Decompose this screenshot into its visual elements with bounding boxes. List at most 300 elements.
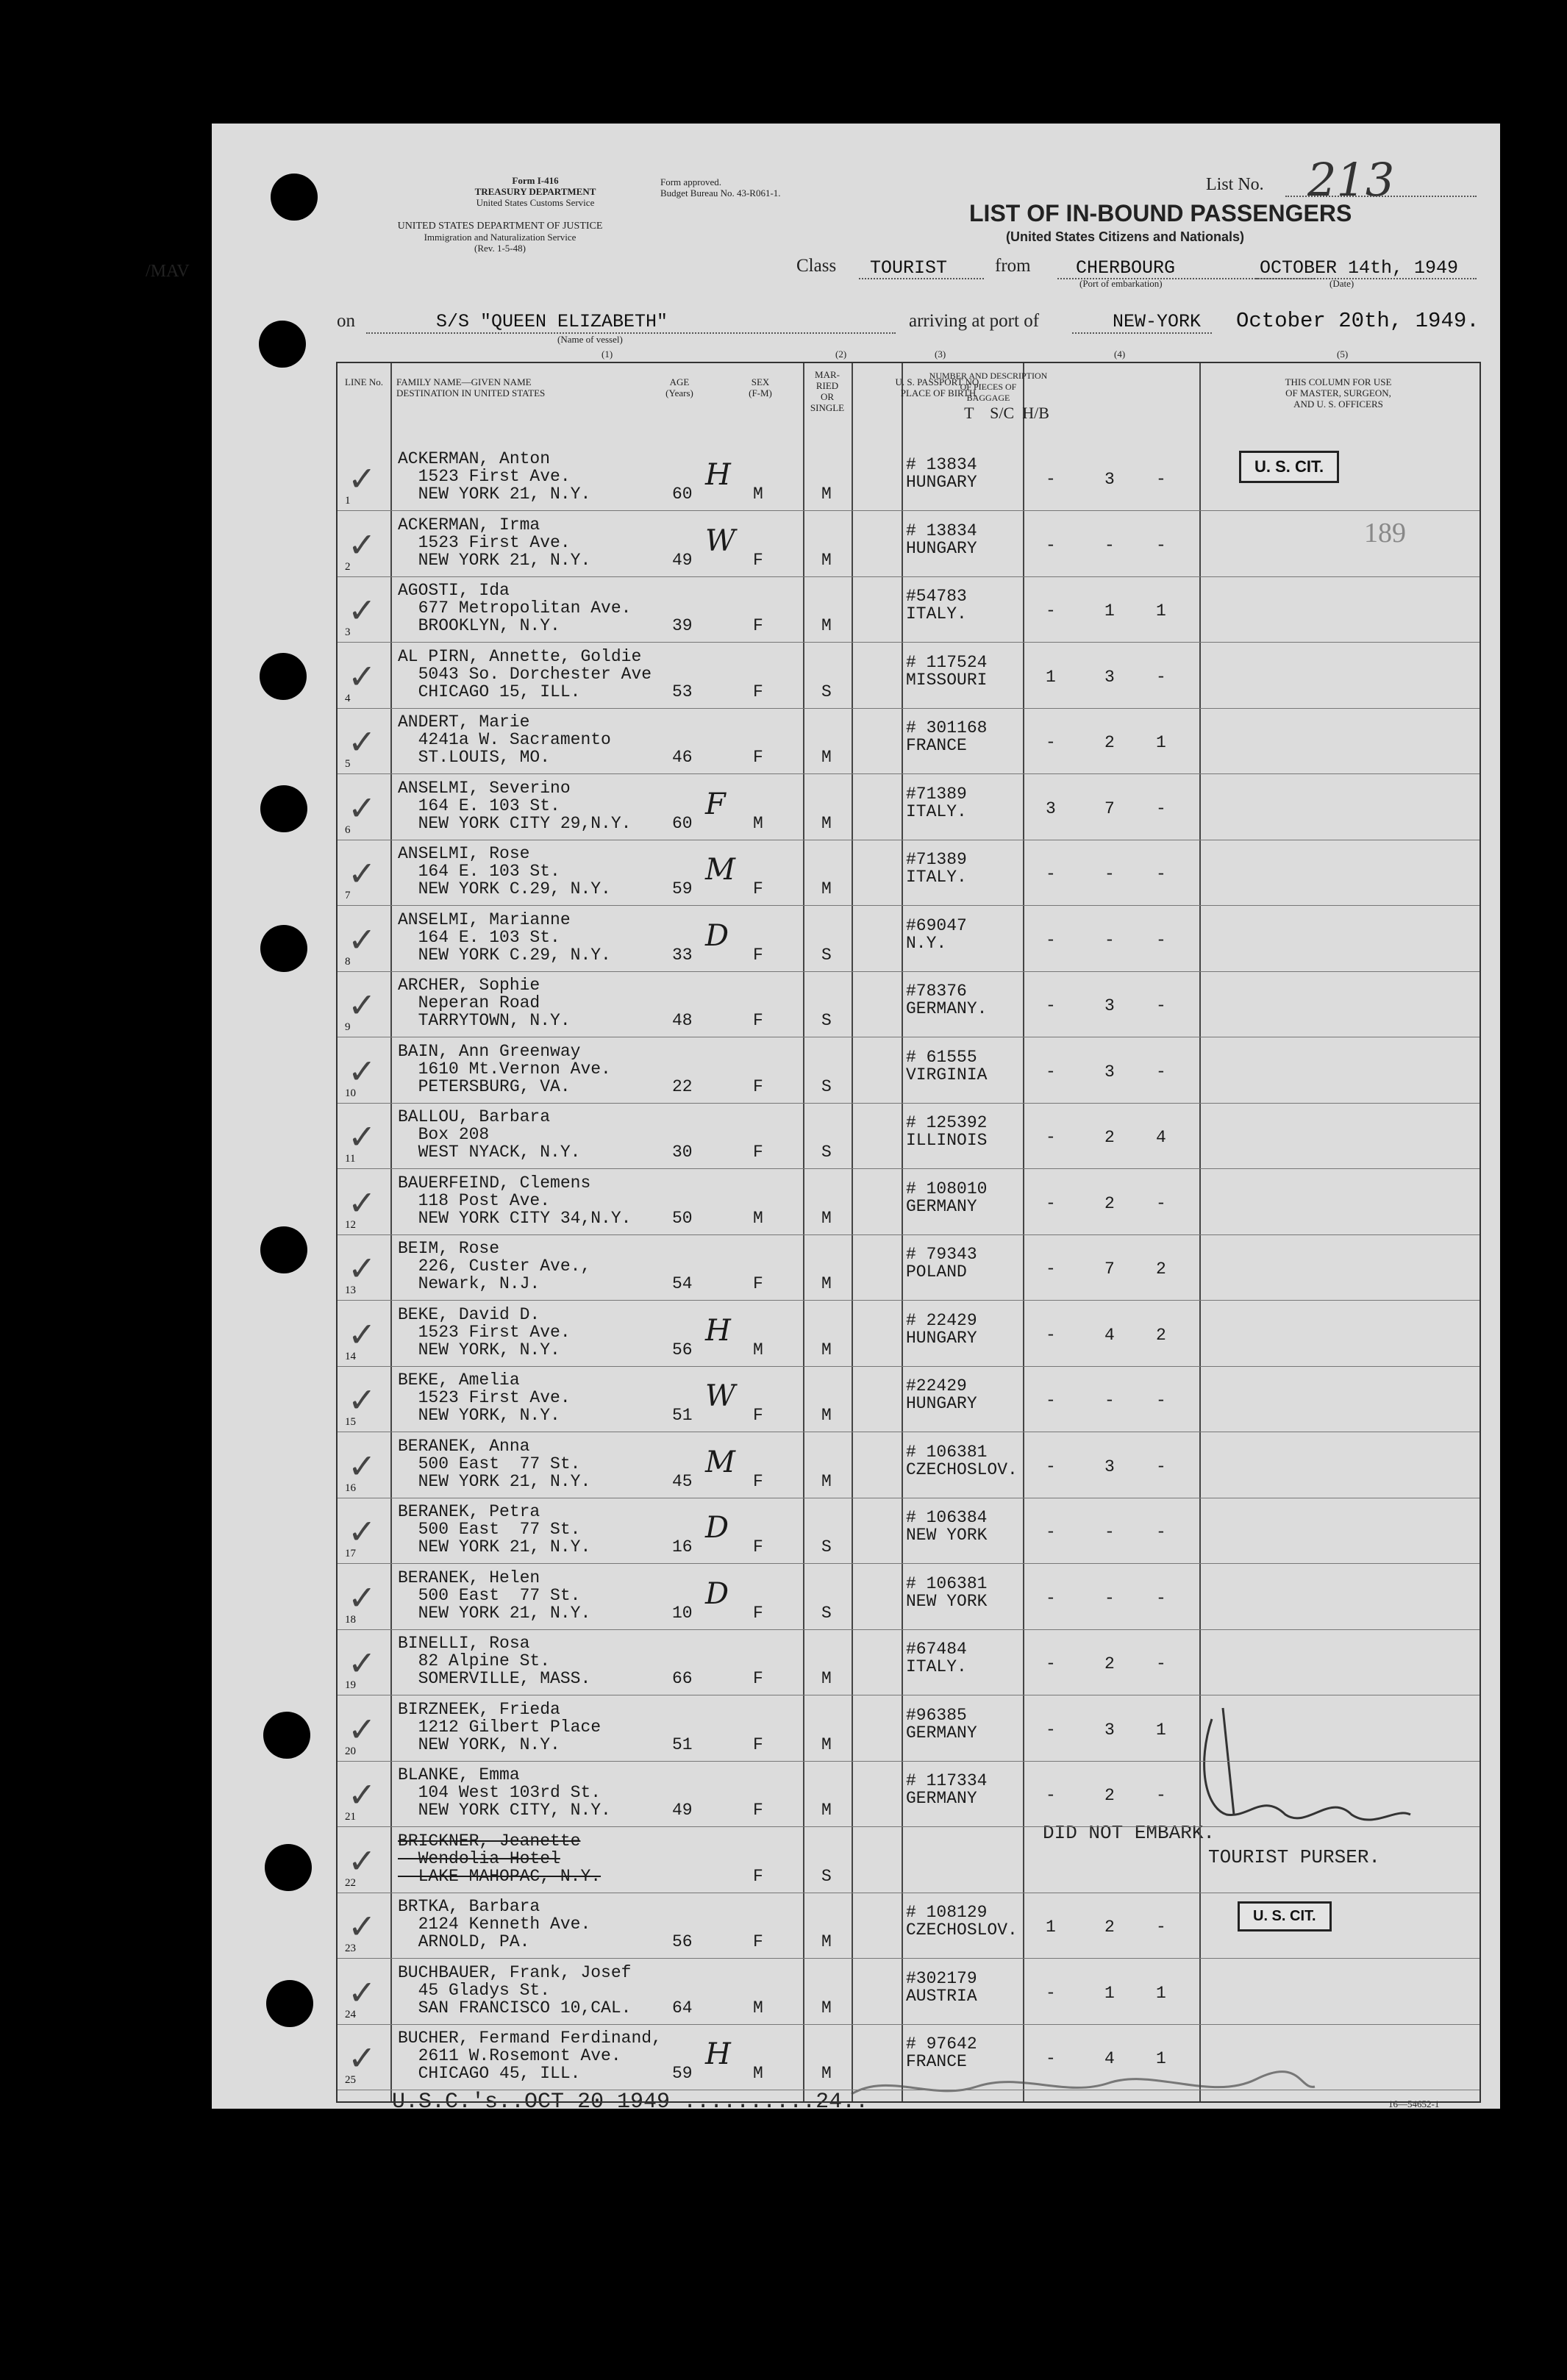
table-row <box>338 1300 1479 1367</box>
check-mark-icon: ✓ <box>348 1248 376 1288</box>
passenger-age: 48 <box>672 1011 693 1030</box>
check-mark-icon: ✓ <box>348 656 376 696</box>
passenger-age: 60 <box>672 813 693 833</box>
col-married: MAR- RIED OR SINGLE <box>810 369 845 413</box>
passenger-name-address: ARCHER, Sophie Neperan Road TARRYTOWN, N.Y. <box>398 976 571 1030</box>
check-mark-icon: ✓ <box>348 590 376 630</box>
passport-birthplace: # 301168 FRANCE <box>906 718 988 755</box>
table-row <box>338 905 1479 972</box>
table-row <box>338 510 1479 577</box>
passenger-sex: F <box>753 550 763 570</box>
did-not-embark-note: DID NOT EMBARK. <box>1043 1822 1216 1844</box>
line-number: 16 <box>345 1482 356 1494</box>
baggage-trunks: - <box>1046 1786 1056 1805</box>
list-no-value: 213 <box>1307 153 1395 207</box>
marital-status: M <box>821 1998 832 2018</box>
col-baggage-sub: T S/C H/B <box>964 404 1049 422</box>
baggage-trunks: - <box>1046 996 1056 1015</box>
passenger-name-address: ACKERMAN, Anton 1523 First Ave. NEW YORK 21, N.Y. <box>398 449 591 504</box>
baggage-trunks: 3 <box>1046 798 1056 818</box>
baggage-suitcases: - <box>1104 1588 1115 1608</box>
passenger-name-address: BERANEK, Helen 500 East 77 St. NEW YORK 21, N.Y. <box>398 1568 591 1623</box>
baggage-suitcases: 3 <box>1104 1457 1115 1476</box>
line-number: 19 <box>345 1679 356 1691</box>
baggage-suitcases: - <box>1104 535 1115 555</box>
table-row <box>338 1168 1479 1235</box>
passenger-name-address: BRTKA, Barbara 2124 Kenneth Ave. ARNOLD, PA. <box>398 1897 591 1951</box>
marital-status: M <box>821 1734 832 1754</box>
document-page <box>146 124 1500 2115</box>
passenger-sex: F <box>753 682 763 701</box>
table-row <box>338 1892 1479 1959</box>
passenger-name-address: BUCHER, Fermand Ferdinand, 2611 W.Rosemont Ave. CHICAGO 45, ILL. <box>398 2029 662 2083</box>
passenger-sex: F <box>753 1932 763 1951</box>
passenger-sex: F <box>753 1011 763 1030</box>
line-number: 22 <box>345 1876 356 1889</box>
stamp-number: 189 <box>1364 518 1406 548</box>
baggage-handbags: - <box>1156 1457 1166 1476</box>
handwritten-mark: W <box>705 1379 736 1413</box>
passport-birthplace: # 108010 GERMANY <box>906 1179 988 1216</box>
col-num-2: (2) <box>835 349 847 360</box>
table-row <box>338 1629 1479 1695</box>
col-name: FAMILY NAME—GIVEN NAME DESTINATION IN UNITED STATES <box>396 376 546 399</box>
check-mark-icon: ✓ <box>348 854 376 893</box>
passenger-name-address: BERANEK, Anna 500 East 77 St. NEW YORK 21, N.Y. <box>398 1436 591 1491</box>
form-id: Form I-416 <box>512 175 559 186</box>
passenger-table <box>336 362 1481 2103</box>
baggage-suitcases: - <box>1104 1523 1115 1542</box>
baggage-suitcases: 1 <box>1104 1983 1115 2003</box>
baggage-handbags: - <box>1156 470 1166 489</box>
line-number: 12 <box>345 1218 356 1231</box>
punch-hole <box>265 1844 312 1891</box>
baggage-trunks: - <box>1046 1457 1056 1476</box>
marital-status: M <box>821 748 832 767</box>
passenger-age: 56 <box>672 1340 693 1359</box>
table-row <box>338 971 1479 1037</box>
table-row <box>338 1695 1479 1762</box>
vessel-name: S/S "QUEEN ELIZABETH" <box>436 311 668 332</box>
treasury-dept: TREASURY DEPARTMENT <box>474 186 596 197</box>
passport-birthplace: #302179 AUSTRIA <box>906 1968 977 2006</box>
baggage-trunks: - <box>1046 1259 1056 1279</box>
passport-birthplace: #54783 ITALY. <box>906 587 967 623</box>
passenger-name-address: BRICKNER, Jeanette Wendolia Hotel LAKE MAHOPAC, N.Y. <box>398 1831 602 1886</box>
passenger-sex: F <box>753 1076 763 1096</box>
check-mark-icon: ✓ <box>348 1972 376 2012</box>
line-number: 25 <box>345 2074 356 2086</box>
table-row <box>338 1037 1479 1104</box>
baggage-handbags: - <box>1156 996 1166 1015</box>
punch-hole <box>260 925 307 972</box>
marital-status: M <box>821 1471 832 1491</box>
passenger-age: 60 <box>672 485 693 504</box>
handwritten-mark: H <box>705 2037 731 2071</box>
us-citizen-stamp: U. S. CIT. <box>1239 451 1339 483</box>
marital-status: M <box>821 1340 832 1359</box>
marital-status: S <box>821 1866 832 1886</box>
arriving-label: arriving at port of <box>909 311 1040 331</box>
marital-status: M <box>821 1669 832 1688</box>
footer-text: U.S.C.'s..OCT 20 1949 ..........24.. <box>392 2090 869 2115</box>
baggage-suitcases: 3 <box>1104 470 1115 489</box>
customs-service: United States Customs Service <box>476 197 595 208</box>
punch-hole <box>259 321 306 368</box>
baggage-trunks: - <box>1046 1588 1056 1608</box>
passport-birthplace: #96385 GERMANY <box>906 1705 977 1743</box>
passenger-name-address: AGOSTI, Ida 677 Metropolitan Ave. BROOKLYN, N.Y. <box>398 581 632 635</box>
passport-birthplace: #22429 HUNGARY <box>906 1376 977 1413</box>
col-sex: SEX (F-M) <box>749 376 772 399</box>
baggage-trunks: - <box>1046 1720 1056 1740</box>
passenger-age: 54 <box>672 1274 693 1293</box>
passenger-name-address: BALLOU, Barbara Box 208 WEST NYACK, N.Y. <box>398 1107 581 1162</box>
baggage-handbags: 2 <box>1156 1325 1166 1345</box>
baggage-suitcases: 1 <box>1104 601 1115 621</box>
handwritten-mark: W <box>705 523 736 558</box>
passenger-sex: F <box>753 616 763 635</box>
baggage-handbags: - <box>1156 535 1166 555</box>
approval-block <box>660 176 781 199</box>
baggage-suitcases: 4 <box>1104 1325 1115 1345</box>
passenger-sex: F <box>753 1274 763 1293</box>
marital-status: M <box>821 1274 832 1293</box>
passenger-name-address: BUCHBAUER, Frank, Josef 45 Gladys St. SAN FRANCISCO 10,CAL. <box>398 1962 632 2018</box>
passenger-sex: F <box>753 1471 763 1491</box>
marital-status: M <box>821 616 832 635</box>
passport-birthplace: #71389 ITALY. <box>906 850 967 887</box>
passenger-name-address: BLANKE, Emma 104 West 103rd St. NEW YORK CITY, N.Y. <box>398 1765 611 1820</box>
baggage-handbags: - <box>1156 798 1166 818</box>
class-value: TOURIST <box>870 257 948 279</box>
passenger-age: 51 <box>672 1734 693 1754</box>
marital-status: S <box>821 1011 832 1030</box>
revision: (Rev. 1-5-48) <box>474 243 526 254</box>
marital-status: S <box>821 1603 832 1623</box>
check-mark-icon: ✓ <box>348 1709 376 1749</box>
baggage-suitcases: 4 <box>1104 2049 1115 2068</box>
passenger-sex: F <box>753 748 763 767</box>
baggage-suitcases: 3 <box>1104 667 1115 687</box>
list-no-line <box>1285 196 1477 197</box>
passenger-age: 56 <box>672 1932 693 1951</box>
passenger-sex: M <box>753 485 763 504</box>
baggage-handbags: - <box>1156 1391 1166 1410</box>
line-number: 5 <box>345 758 351 770</box>
passport-birthplace: # 117334 GERMANY <box>906 1771 988 1808</box>
baggage-trunks: - <box>1046 1193 1056 1213</box>
handwritten-mark: D <box>705 1511 729 1545</box>
marital-status: S <box>821 945 832 965</box>
punch-hole <box>260 653 307 700</box>
table-row <box>338 1760 1479 1827</box>
baggage-handbags: - <box>1156 667 1166 687</box>
check-mark-icon: ✓ <box>348 1051 376 1091</box>
baggage-handbags: 1 <box>1156 2049 1166 2068</box>
passenger-sex: M <box>753 1208 763 1228</box>
punch-hole <box>263 1712 310 1759</box>
check-mark-icon: ✓ <box>348 459 376 498</box>
baggage-trunks: - <box>1046 1983 1056 2003</box>
date-caption: (Date) <box>1329 278 1354 289</box>
col-num-4: (4) <box>1114 349 1126 360</box>
margin-note: /MAV <box>146 262 190 281</box>
passenger-age: 49 <box>672 550 693 570</box>
passenger-sex: F <box>753 1734 763 1754</box>
col-num-3: (3) <box>935 349 946 360</box>
passenger-age: 50 <box>672 1208 693 1228</box>
baggage-trunks: - <box>1046 470 1056 489</box>
passenger-age: 16 <box>672 1537 693 1557</box>
passport-birthplace: # 22429 HUNGARY <box>906 1310 977 1348</box>
baggage-suitcases: 7 <box>1104 1259 1115 1279</box>
baggage-handbags: 1 <box>1156 1720 1166 1740</box>
on-label: on <box>337 311 355 331</box>
col-passport: U. S. PASSPORT NO. PLACE OF BIRTH <box>895 376 982 399</box>
passenger-sex: M <box>753 1998 763 2018</box>
passenger-age: 59 <box>672 879 693 898</box>
line-number: 17 <box>345 1548 356 1559</box>
passenger-age: 30 <box>672 1143 693 1162</box>
baggage-suitcases: 3 <box>1104 996 1115 1015</box>
passenger-age: 22 <box>672 1076 693 1096</box>
baggage-handbags: 4 <box>1156 1128 1166 1147</box>
marital-status: S <box>821 1143 832 1162</box>
departure-date: OCTOBER 14th, 1949 <box>1260 257 1459 279</box>
check-mark-icon: ✓ <box>348 1906 376 1946</box>
table-row <box>338 1432 1479 1498</box>
from-label: from <box>995 256 1031 276</box>
arrival-port-line <box>1072 332 1212 334</box>
passenger-name-address: BINELLI, Rosa 82 Alpine St. SOMERVILLE, MASS. <box>398 1634 591 1688</box>
passenger-age: 49 <box>672 1801 693 1820</box>
arrival-port: NEW-YORK <box>1113 311 1202 332</box>
col-baggage: NUMBER AND DESCRIPTION OF PIECES OF BAGGAGE <box>929 371 1048 403</box>
check-mark-icon: ✓ <box>348 1182 376 1223</box>
passenger-sex: F <box>753 1143 763 1162</box>
punch-hole <box>266 1980 313 2027</box>
baggage-trunks: - <box>1046 1391 1056 1410</box>
passenger-age: 64 <box>672 1998 693 2018</box>
marital-status: M <box>821 2064 832 2083</box>
marital-status: M <box>821 1208 832 1228</box>
vessel-caption: (Name of vessel) <box>557 334 623 345</box>
port-caption: (Port of embarkation) <box>1079 278 1163 289</box>
table-row <box>338 1958 1479 2025</box>
passport-birthplace: # 97642 FRANCE <box>906 2034 977 2071</box>
baggage-suitcases: 2 <box>1104 1128 1115 1147</box>
baggage-handbags: - <box>1156 1193 1166 1213</box>
check-mark-icon: ✓ <box>348 1117 376 1157</box>
line-number: 14 <box>345 1350 356 1362</box>
passenger-name-address: ANSELMI, Severino 164 E. 103 St. NEW YORK CITY 29,N.Y. <box>398 778 632 833</box>
check-mark-icon: ✓ <box>348 1445 376 1486</box>
passport-birthplace: # 106381 CZECHOSLOV. <box>906 1442 1018 1479</box>
passport-birthplace: # 125392 ILLINOIS <box>906 1113 988 1150</box>
justice-dept: UNITED STATES DEPARTMENT OF JUSTICE <box>397 221 603 232</box>
table-row <box>338 642 1479 709</box>
line-number: 8 <box>345 955 351 968</box>
baggage-suitcases: 2 <box>1104 1786 1115 1805</box>
baggage-handbags: - <box>1156 865 1166 884</box>
passenger-sex: M <box>753 1340 763 1359</box>
passenger-age: 46 <box>672 748 693 767</box>
passenger-sex: M <box>753 813 763 833</box>
check-mark-icon: ✓ <box>348 985 376 1025</box>
baggage-handbags: - <box>1156 930 1166 950</box>
baggage-suitcases: 2 <box>1104 1193 1115 1213</box>
baggage-trunks: - <box>1046 1128 1056 1147</box>
us-citizen-stamp-2: U. S. CIT. <box>1238 1901 1332 1931</box>
check-mark-icon: ✓ <box>348 2038 376 2078</box>
tourist-purser-label: TOURIST PURSER. <box>1208 1846 1381 1868</box>
punch-hole <box>271 174 318 221</box>
passenger-sex: F <box>753 945 763 965</box>
table-row <box>338 444 1479 511</box>
punch-hole <box>260 785 307 832</box>
line-number: 21 <box>345 1811 356 1823</box>
baggage-suitcases: 2 <box>1104 1654 1115 1673</box>
marital-status: S <box>821 1076 832 1096</box>
passport-birthplace: # 13834 HUNGARY <box>906 455 977 492</box>
table-row <box>338 707 1479 774</box>
form-id-block <box>462 175 609 208</box>
handwritten-mark: M <box>705 853 735 887</box>
passenger-name-address: ANSELMI, Rose 164 E. 103 St. NEW YORK C.29, N.Y. <box>398 844 611 898</box>
passenger-name-address: BEKE, Amelia 1523 First Ave. NEW YORK, N.Y. <box>398 1371 571 1425</box>
passenger-sex: F <box>753 1801 763 1820</box>
passenger-age: 10 <box>672 1603 693 1623</box>
line-number: 9 <box>345 1021 351 1033</box>
baggage-trunks: - <box>1046 1325 1056 1345</box>
marital-status: M <box>821 879 832 898</box>
check-mark-icon: ✓ <box>348 524 376 565</box>
line-number: 20 <box>345 1745 356 1757</box>
passenger-age: 66 <box>672 1669 693 1688</box>
check-mark-icon: ✓ <box>348 1512 376 1551</box>
handwritten-mark: F <box>705 787 726 821</box>
marital-status: S <box>821 1537 832 1557</box>
baggage-handbags: 2 <box>1156 1259 1166 1279</box>
marital-status: M <box>821 813 832 833</box>
passport-birthplace: # 13834 HUNGARY <box>906 521 977 558</box>
passenger-name-address: AL PIRN, Annette, Goldie 5043 So. Dorchester Ave CHICAGO 15, ILL. <box>398 646 652 701</box>
baggage-trunks: - <box>1046 733 1056 752</box>
port-of-embarkation: CHERBOURG <box>1076 257 1176 279</box>
table-row <box>338 2023 1479 2090</box>
passenger-name-address: ANDERT, Marie 4241a W. Sacramento ST.LOUIS, MO. <box>398 712 611 767</box>
check-mark-icon: ✓ <box>348 1643 376 1683</box>
passenger-name-address: ACKERMAN, Irma 1523 First Ave. NEW YORK 21, N.Y. <box>398 515 591 570</box>
baggage-handbags: - <box>1156 1523 1166 1542</box>
passport-birthplace: # 79343 POLAND <box>906 1245 977 1282</box>
marital-status: S <box>821 682 832 701</box>
passenger-sex: M <box>753 2064 763 2083</box>
baggage-handbags: - <box>1156 1062 1166 1082</box>
baggage-trunks: - <box>1046 2049 1056 2068</box>
passport-birthplace: # 106384 NEW YORK <box>906 1508 988 1545</box>
check-mark-icon: ✓ <box>348 1380 376 1420</box>
baggage-suitcases: 7 <box>1104 798 1115 818</box>
line-number: 15 <box>345 1416 356 1428</box>
baggage-suitcases: 2 <box>1104 1918 1115 1937</box>
baggage-trunks: 1 <box>1046 667 1056 687</box>
line-number: 24 <box>345 2008 356 2020</box>
baggage-handbags: - <box>1156 1654 1166 1673</box>
class-line <box>859 278 984 279</box>
col-num-1: (1) <box>602 349 613 360</box>
list-no-label: List No. <box>1206 175 1264 194</box>
class-label: Class <box>796 256 837 276</box>
table-row <box>338 1826 1479 1893</box>
baggage-suitcases: - <box>1104 1391 1115 1410</box>
passenger-sex: F <box>753 1406 763 1425</box>
table-row <box>338 576 1479 643</box>
passenger-name-address: BAUERFEIND, Clemens 118 Post Ave. NEW YORK CITY 34,N.Y. <box>398 1173 632 1228</box>
baggage-handbags: - <box>1156 1918 1166 1937</box>
marital-status: M <box>821 1801 832 1820</box>
passport-birthplace: #71389 ITALY. <box>906 784 967 821</box>
table-row <box>338 1563 1479 1630</box>
passenger-sex: F <box>753 1603 763 1623</box>
punch-hole <box>260 1226 307 1273</box>
line-number: 13 <box>345 1284 356 1296</box>
passport-birthplace: # 61555 VIRGINIA <box>906 1047 988 1084</box>
baggage-suitcases: 2 <box>1104 733 1115 752</box>
check-mark-icon: ✓ <box>348 1775 376 1815</box>
baggage-suitcases: 3 <box>1104 1720 1115 1740</box>
line-number: 3 <box>345 626 351 638</box>
marital-status: M <box>821 1932 832 1951</box>
line-number: 11 <box>345 1153 356 1165</box>
baggage-suitcases: 3 <box>1104 1062 1115 1082</box>
baggage-trunks: - <box>1046 930 1056 950</box>
table-row <box>338 1365 1479 1432</box>
col-line: LINE No. <box>345 376 383 387</box>
check-mark-icon: ✓ <box>348 919 376 959</box>
check-mark-icon: ✓ <box>348 787 376 828</box>
passenger-age: 53 <box>672 682 693 701</box>
budget-bureau: Budget Bureau No. 43-R061-1. <box>660 187 781 199</box>
baggage-handbags: 1 <box>1156 733 1166 752</box>
passenger-age: 33 <box>672 945 693 965</box>
passport-birthplace: #69047 N.Y. <box>906 915 967 953</box>
check-mark-icon: ✓ <box>348 1840 376 1881</box>
handwritten-mark: H <box>705 458 731 492</box>
baggage-handbags: - <box>1156 1588 1166 1608</box>
line-number: 7 <box>345 890 351 901</box>
passenger-name-address: BIRZNEEK, Frieda 1212 Gilbert Place NEW YORK, N.Y. <box>398 1699 602 1754</box>
form-approved: Form approved. <box>660 176 722 187</box>
table-row <box>338 839 1479 906</box>
ins-service: Immigration and Naturalization Service <box>424 232 577 243</box>
date-line <box>1256 278 1477 279</box>
passenger-name-address: BEIM, Rose 226, Custer Ave., Newark, N.J. <box>398 1239 591 1293</box>
passenger-age: 45 <box>672 1471 693 1491</box>
baggage-trunks: - <box>1046 1062 1056 1082</box>
marital-status: M <box>821 485 832 504</box>
baggage-suitcases: - <box>1104 930 1115 950</box>
vessel-line <box>366 332 896 334</box>
baggage-trunks: - <box>1046 1523 1056 1542</box>
col-age: AGE (Years) <box>665 376 693 399</box>
passenger-name-address: ANSELMI, Marianne 164 E. 103 St. NEW YORK C.29, N.Y. <box>398 910 611 965</box>
line-number: 10 <box>345 1087 356 1099</box>
baggage-trunks: 1 <box>1046 1918 1056 1937</box>
table-row <box>338 1497 1479 1564</box>
marital-status: M <box>821 550 832 570</box>
